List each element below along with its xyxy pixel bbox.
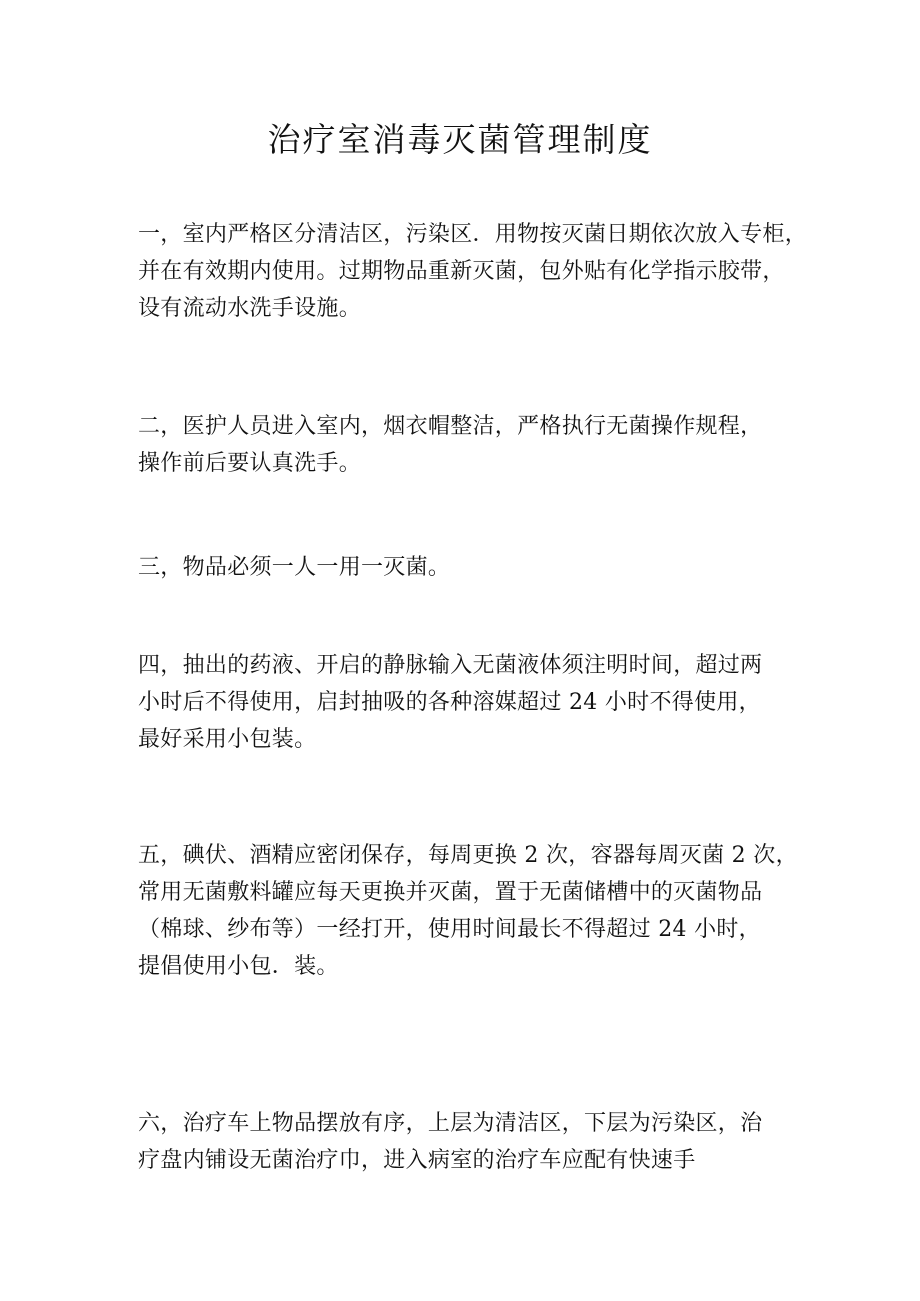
section-2 xyxy=(138,408,788,482)
section-6 xyxy=(138,1105,788,1179)
section-5-line-3: （棉球、纱布等）一经打开，使用时间最长不得超过 24 小时， xyxy=(138,917,761,942)
section-2-line-1: 二，医护人员进入室内，烟衣帽整洁，严格执行无菌操作规程， xyxy=(138,414,763,439)
section-4-line-2: 小时后不得使用，启封抽吸的各种溶媒超过 24 小时不得使用， xyxy=(138,690,761,715)
section-6-line-1: 六，治疗车上物品摆放有序，上层为清洁区，下层为污染区，治 xyxy=(138,1111,763,1136)
section-4 xyxy=(138,647,788,758)
section-1 xyxy=(138,216,808,327)
document-title: 治疗室消毒灭菌管理制度 xyxy=(267,120,653,159)
section-1-line-2: 并在有效期内使用。过期物品重新灭菌，包外贴有化学指示胶带， xyxy=(138,259,785,284)
section-1-line-3: 设有流动水洗手设施。 xyxy=(138,296,362,321)
section-5-line-4: 提倡使用小包．装。 xyxy=(138,954,339,979)
section-1-line-1: 一，室内严格区分清洁区，污染区．用物按灭菌日期依次放入专柜， xyxy=(138,222,808,247)
section-4-line-3: 最好采用小包装。 xyxy=(138,727,317,752)
section-3-line-1: 三，物品必须一人一用一灭菌。 xyxy=(138,555,451,580)
section-4-line-1: 四，抽出的药液、开启的静脉输入无菌液体须注明时间，超过两 xyxy=(138,653,763,678)
section-5 xyxy=(138,837,798,985)
section-3 xyxy=(138,549,788,586)
section-6-line-2: 疗盘内铺设无菌治疗巾，进入病室的治疗车应配有快速手 xyxy=(138,1148,696,1173)
section-2-line-2: 操作前后要认真洗手。 xyxy=(138,451,362,476)
section-5-line-2: 常用无菌敷料罐应每天更换并灭菌，置于无菌储槽中的灭菌物品 xyxy=(138,880,763,905)
section-5-line-1: 五，碘伏、酒精应密闭保存，每周更换 2 次，容器每周灭菌 2 次， xyxy=(138,843,798,868)
